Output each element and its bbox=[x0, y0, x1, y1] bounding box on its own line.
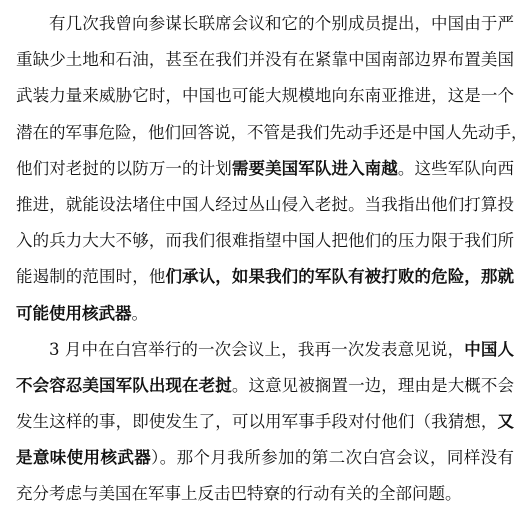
bold-text-run: 们承认，如果我们的军队有被打败的危险，那就 bbox=[165, 267, 515, 287]
paragraph-line bbox=[16, 404, 514, 440]
paragraph-line bbox=[16, 187, 514, 223]
bold-text-run: 中国人 bbox=[464, 339, 514, 359]
text-run: 充分考虑与美国在军事上反击巴特寮的行动有关的全部问题。 bbox=[16, 484, 462, 504]
paragraph-line bbox=[16, 223, 514, 259]
text-run: 。这些军队向西 bbox=[397, 158, 515, 178]
bold-text-run: 又 bbox=[497, 412, 514, 432]
text-run: 推进，就能设法堵住中国人经过丛山侵入老挝。当我指出他们打算投 bbox=[16, 194, 514, 214]
paragraph-line bbox=[16, 259, 514, 295]
text-run: 发生这样的事，即使发生了，可以用军事手段对付他们（我猜想， bbox=[16, 412, 498, 432]
paragraph-line bbox=[16, 78, 514, 114]
text-run: 他们对老挝的以防万一的计划 bbox=[16, 158, 232, 178]
paragraph-line bbox=[16, 42, 514, 78]
bold-text-run: 需要美国军队进入南越 bbox=[231, 158, 398, 178]
paragraph-line bbox=[16, 296, 514, 332]
text-run: 。这意见被搁置一边，理由是大概不会 bbox=[231, 375, 515, 395]
text-run: 能遏制的范围时，他 bbox=[16, 267, 166, 287]
bold-text-run: 可能使用核武器 bbox=[16, 303, 132, 323]
paragraph-line bbox=[16, 332, 514, 368]
bold-text-run: 不会容忍美国军队出现在老挝 bbox=[16, 375, 232, 395]
paragraph-line bbox=[16, 115, 528, 151]
paragraph-1 bbox=[16, 6, 528, 332]
text-run: 武装力量来威胁它时，中国也可能大规模地向东南亚推进，这是一个 bbox=[16, 86, 514, 106]
text-run: 有几次我曾向参谋长联席会议和它的个别成员提出，中国由于严 bbox=[49, 14, 514, 33]
text-run: 重缺少土地和石油，甚至在我们并没有在紧靠中国南部边界布置美国 bbox=[16, 50, 514, 70]
document-page bbox=[16, 6, 528, 513]
text-run: ）。那个月我所参加的第二次白宫会议，同样没有 bbox=[151, 448, 515, 468]
paragraph-2 bbox=[16, 332, 514, 513]
paragraph-line bbox=[16, 440, 514, 476]
text-run: 。 bbox=[131, 303, 148, 323]
text-run: 入的兵力大大不够，而我们很难指望中国人把他们的压力限于我们所 bbox=[16, 231, 514, 251]
paragraph-line bbox=[16, 6, 514, 42]
bold-text-run: 是意味使用核武器 bbox=[16, 448, 152, 468]
paragraph-line bbox=[16, 476, 514, 512]
text-run: 3 月中在白宫举行的一次会议上，我再一次发表意见说， bbox=[49, 339, 465, 359]
text-run: 潜在的军事危险，他们回答说，不管是我们先动手还是中国人先动手， bbox=[16, 122, 528, 142]
paragraph-line bbox=[16, 368, 514, 404]
paragraph-line bbox=[16, 151, 514, 187]
